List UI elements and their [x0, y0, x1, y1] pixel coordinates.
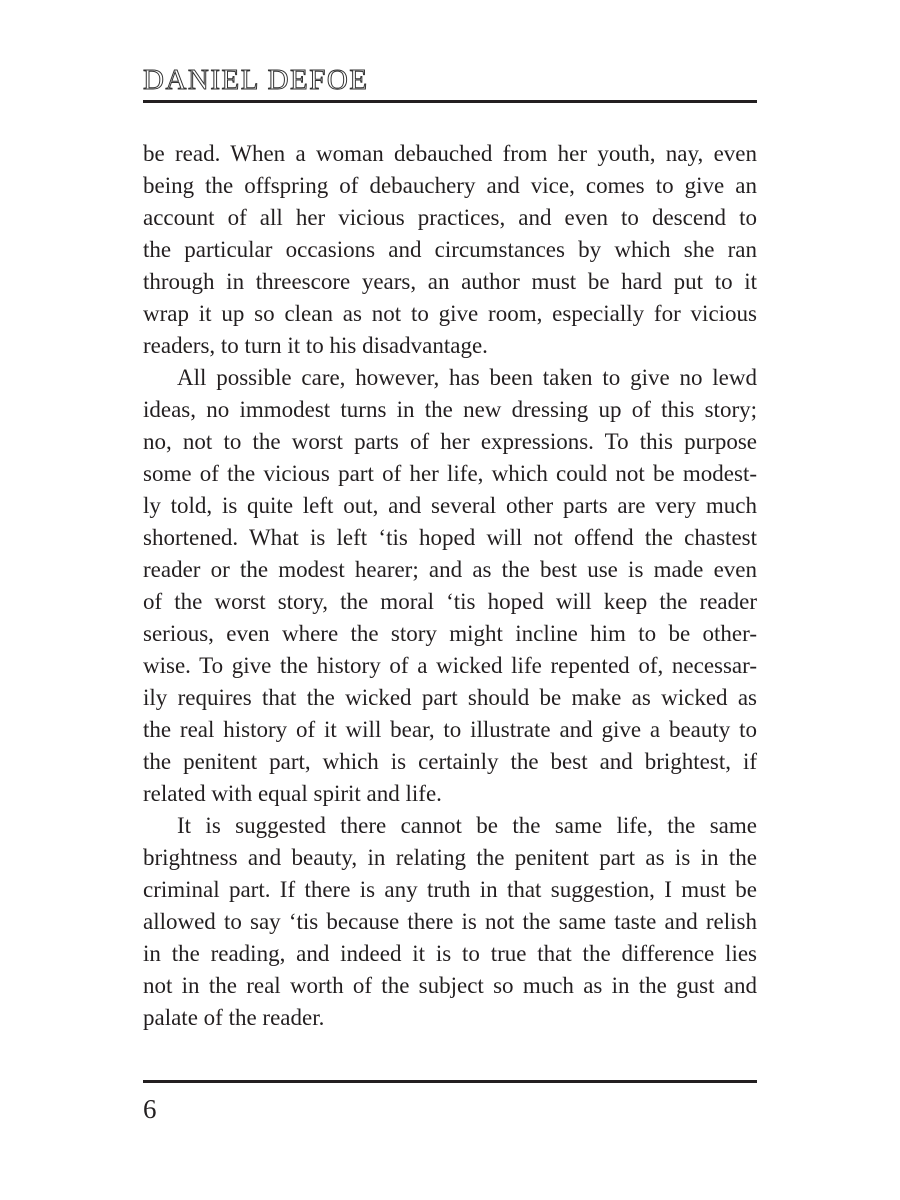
text-line: serious, even where the story might incline him to be other- — [143, 621, 757, 646]
text-line: not in the real worth of the subject so much as in the gust and — [143, 973, 757, 998]
paragraph — [143, 138, 757, 362]
text-line: ily requires that the wicked part should be make as wicked as — [143, 685, 757, 710]
text-line: All possible care, however, has been taken to give no lewd — [177, 365, 757, 390]
text-line: in the reading, and indeed it is to true that the difference lies — [143, 941, 757, 966]
text-line: being the offspring of debauchery and vice, comes to give an — [143, 173, 757, 198]
text-line: the real history of it will bear, to illustrate and give a beauty to — [143, 717, 757, 742]
footer-rule — [143, 1080, 757, 1083]
text-line: of the worst story, the moral ‘tis hoped will keep the reader — [143, 589, 757, 614]
body-text — [143, 138, 757, 1034]
text-line: related with equal spirit and life. — [143, 781, 442, 806]
paragraph — [143, 810, 757, 1034]
text-line: be read. When a woman debauched from her youth, nay, even — [143, 141, 757, 166]
text-line: through in threescore years, an author must be hard put to it — [143, 269, 757, 294]
text-line: wrap it up so clean as not to give room, especially for vicious — [143, 301, 757, 326]
text-line: ly told, is quite left out, and several other parts are very much — [143, 493, 757, 518]
header-rule — [143, 100, 757, 103]
text-line: brightness and beauty, in relating the penitent part as is in the — [143, 845, 757, 870]
text-line: ideas, no immodest turns in the new dressing up of this story; — [143, 397, 757, 422]
text-line: wise. To give the history of a wicked life repented of, necessar- — [143, 653, 757, 678]
text-line: palate of the reader. — [143, 1005, 325, 1030]
running-head: DANIEL DEFOE — [143, 64, 369, 96]
text-line: no, not to the worst parts of her expressions. To this purpose — [143, 429, 757, 454]
text-line: It is suggested there cannot be the same life, the same — [177, 813, 757, 838]
text-line: the particular occasions and circumstances by which she ran — [143, 237, 757, 262]
paragraph — [143, 362, 757, 810]
text-line: allowed to say ‘tis because there is not the same taste and relish — [143, 909, 757, 934]
text-line: shortened. What is left ‘tis hoped will not offend the chastest — [143, 525, 757, 550]
page-number: 6 — [143, 1094, 157, 1124]
text-line: readers, to turn it to his disadvantage. — [143, 333, 488, 358]
text-line: criminal part. If there is any truth in that suggestion, I must be — [143, 877, 757, 902]
text-line: the penitent part, which is certainly the best and brightest, if — [143, 749, 757, 774]
text-line: some of the vicious part of her life, which could not be modest- — [143, 461, 757, 486]
text-line: reader or the modest hearer; and as the best use is made even — [143, 557, 757, 582]
text-line: account of all her vicious practices, and even to descend to — [143, 205, 757, 230]
